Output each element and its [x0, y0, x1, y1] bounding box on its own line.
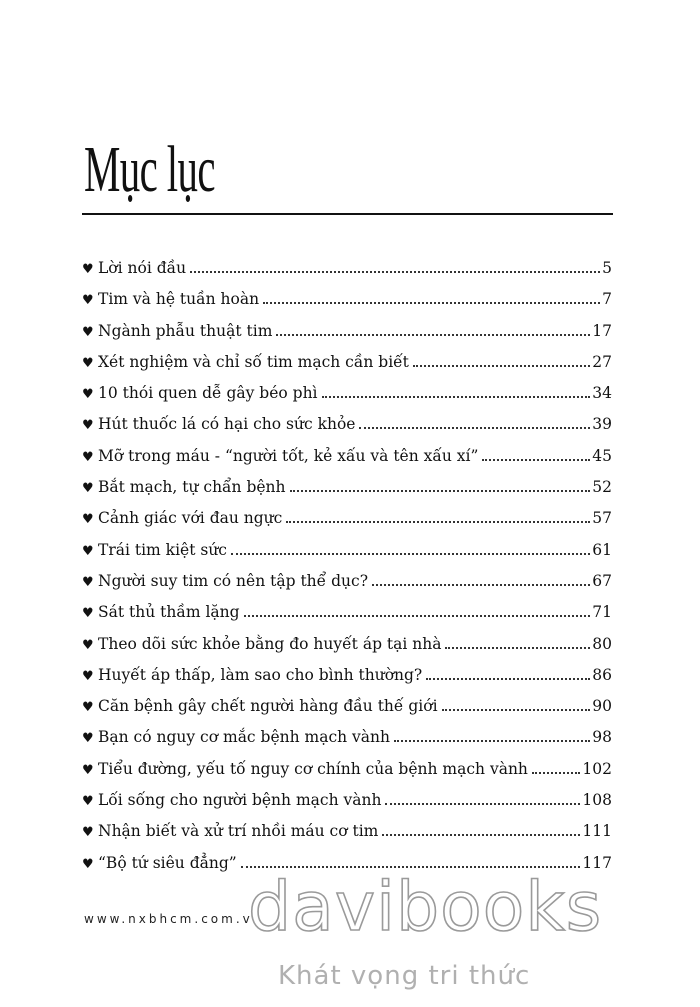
- heart-bullet-icon: ♥: [82, 825, 94, 841]
- page-title: Mục lục: [84, 133, 215, 206]
- heart-bullet-icon: ♥: [82, 512, 94, 528]
- toc-entry: [82, 635, 612, 666]
- toc-entry-page-number: 98: [592, 728, 612, 747]
- heart-bullet-icon: ♥: [82, 355, 94, 371]
- toc-entry-title: Theo dõi sức khỏe bằng đo huyết áp tại nhà: [98, 634, 442, 653]
- toc-entry-title: Nhận biết và xử trí nhồi máu cơ tim: [98, 822, 379, 841]
- toc-entry: [82, 447, 612, 478]
- heart-bullet-icon: ♥: [82, 543, 94, 559]
- dot-leader: [532, 772, 580, 774]
- dot-leader: [244, 615, 591, 617]
- toc-entry-page-number: 67: [592, 571, 612, 590]
- heart-bullet-icon: ♥: [82, 293, 94, 309]
- toc-entry: [82, 478, 612, 509]
- toc-entry-page-number: 7: [602, 290, 612, 309]
- toc-entry-title: Trái tim kiệt sức: [98, 540, 227, 559]
- toc-entry-page-number: 108: [582, 791, 612, 810]
- dot-leader: [231, 553, 590, 555]
- toc-entry: [82, 760, 612, 791]
- dot-leader: [286, 521, 590, 523]
- watermark-logo: davibooks: [248, 868, 603, 947]
- dot-leader: [322, 396, 591, 398]
- heart-bullet-icon: ♥: [82, 731, 94, 747]
- toc-entry: [82, 697, 612, 728]
- toc-entry-title: Mỡ trong máu - “người tốt, kẻ xấu và tên xấu xí”: [98, 446, 479, 465]
- toc-entry-page-number: 17: [592, 321, 612, 340]
- heart-bullet-icon: ♥: [82, 262, 94, 277]
- toc-entry-title: Hút thuốc lá có hại cho sức khỏe: [98, 415, 356, 434]
- toc-entry: [82, 259, 612, 290]
- toc-entry-page-number: 71: [592, 603, 612, 622]
- toc-entry-title: Sát thủ thầm lặng: [98, 603, 240, 622]
- toc-entry: [82, 322, 612, 353]
- toc-entry: [82, 384, 612, 415]
- dot-leader: [382, 834, 580, 836]
- dot-leader: [482, 459, 590, 461]
- toc-entry-page-number: 52: [592, 478, 612, 497]
- toc-entry-page-number: 57: [592, 509, 612, 528]
- heart-bullet-icon: ♥: [82, 700, 94, 716]
- toc-entry-title: Bắt mạch, tự chẩn bệnh: [98, 478, 286, 497]
- toc-entry-title: Tiểu đường, yếu tố nguy cơ chính của bệnh mạch vành: [98, 759, 528, 778]
- toc-entry: [82, 572, 612, 603]
- heart-bullet-icon: ♥: [82, 387, 94, 403]
- heart-bullet-icon: ♥: [82, 418, 94, 434]
- heart-bullet-icon: ♥: [82, 324, 94, 340]
- toc-entry: [82, 728, 612, 759]
- toc-entry-title: Xét nghiệm và chỉ số tim mạch cần biết: [98, 352, 409, 371]
- toc-entry: [82, 290, 612, 321]
- toc-entry: [82, 666, 612, 697]
- toc-entry-page-number: 111: [582, 822, 612, 841]
- toc-entry: [82, 541, 612, 572]
- toc-entry-title: Ngành phẫu thuật tim: [98, 321, 273, 340]
- toc-entry-page-number: 102: [582, 759, 612, 778]
- dot-leader: [394, 740, 590, 742]
- toc-entry-title: Bạn có nguy cơ mắc bệnh mạch vành: [98, 728, 391, 747]
- toc-entry: [82, 791, 612, 822]
- dot-leader: [372, 584, 590, 586]
- toc-entry-title: Lời nói đầu: [98, 259, 187, 277]
- toc-entry-page-number: 27: [592, 352, 612, 371]
- dot-leader: [413, 365, 590, 367]
- toc-entry-page-number: 90: [592, 697, 612, 716]
- heart-bullet-icon: ♥: [82, 637, 94, 653]
- toc-entry: [82, 822, 612, 853]
- dot-leader: [445, 647, 590, 649]
- toc-entry: [82, 603, 612, 634]
- heart-bullet-icon: ♥: [82, 606, 94, 622]
- toc-entry-title: Người suy tim có nên tập thể dục?: [98, 571, 369, 590]
- toc-entry: [82, 415, 612, 446]
- publisher-url: www.nxbhcm.com.vn: [84, 912, 264, 926]
- table-of-contents: [82, 259, 612, 885]
- dot-leader: [426, 678, 590, 680]
- toc-entry-title: Lối sống cho người bệnh mạch vành: [98, 791, 382, 810]
- toc-entry: [82, 509, 612, 540]
- dot-leader: [442, 709, 591, 711]
- toc-entry-page-number: 86: [592, 665, 612, 684]
- heart-bullet-icon: ♥: [82, 481, 94, 497]
- toc-entry-page-number: 5: [602, 259, 612, 277]
- toc-entry-page-number: 117: [582, 853, 612, 872]
- toc-entry-page-number: 80: [592, 634, 612, 653]
- toc-entry-title: Tim và hệ tuần hoàn: [98, 290, 260, 309]
- toc-entry-title: “Bộ tứ siêu đẳng”: [98, 853, 237, 872]
- heart-bullet-icon: ♥: [82, 574, 94, 590]
- dot-leader: [190, 271, 600, 273]
- watermark-tagline: Khát vọng tri thức: [278, 961, 531, 991]
- heart-bullet-icon: ♥: [82, 668, 94, 684]
- dot-leader: [385, 803, 580, 805]
- toc-entry-title: 10 thói quen dễ gây béo phì: [98, 384, 318, 403]
- toc-entry-page-number: 61: [592, 540, 612, 559]
- heart-bullet-icon: ♥: [82, 856, 94, 872]
- heart-bullet-icon: ♥: [82, 762, 94, 778]
- toc-entry-page-number: 34: [592, 384, 612, 403]
- dot-leader: [359, 427, 590, 429]
- title-underline: [82, 213, 613, 215]
- toc-entry-title: Huyết áp thấp, làm sao cho bình thường?: [98, 665, 423, 684]
- dot-leader: [263, 302, 600, 304]
- toc-entry-page-number: 39: [592, 415, 612, 434]
- dot-leader: [290, 490, 591, 492]
- toc-entry: [82, 353, 612, 384]
- toc-entry-page-number: 45: [592, 446, 612, 465]
- heart-bullet-icon: ♥: [82, 449, 94, 465]
- heart-bullet-icon: ♥: [82, 794, 94, 810]
- toc-entry-title: Cảnh giác với đau ngực: [98, 509, 283, 528]
- dot-leader: [276, 334, 590, 336]
- toc-entry-title: Căn bệnh gây chết người hàng đầu thế giới: [98, 697, 438, 716]
